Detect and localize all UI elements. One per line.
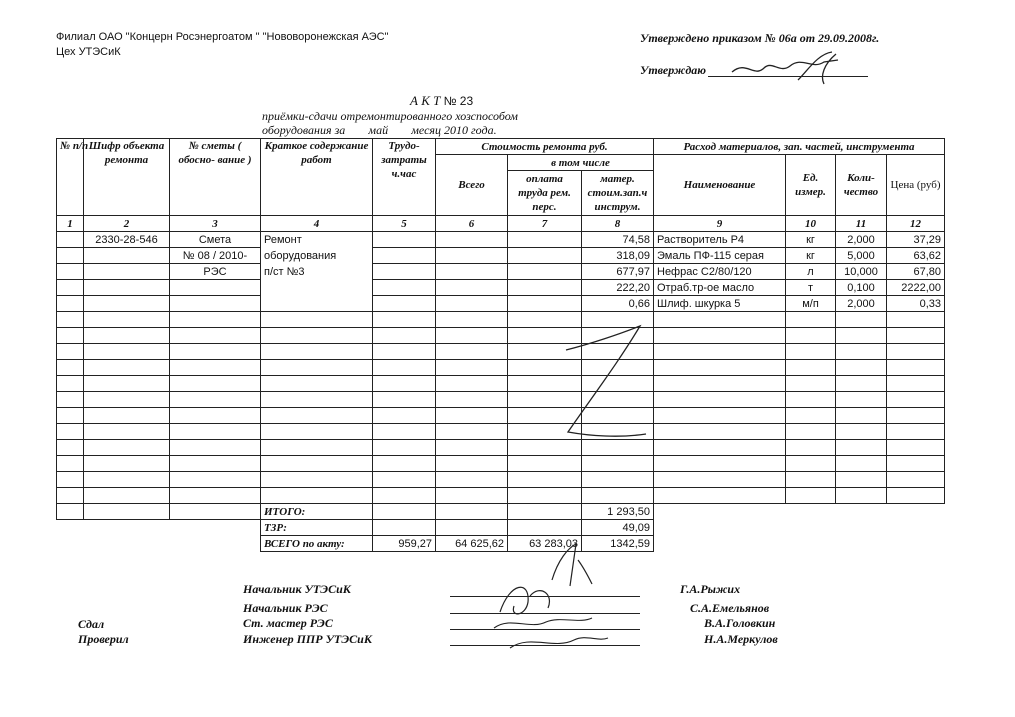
material-price: 63,62 [887,248,945,264]
sig-name-4: Н.А.Меркулов [704,632,778,646]
table-row-empty [57,344,945,360]
totals-vsego-row [57,536,945,552]
table-row-empty [57,312,945,328]
material-name: Растворитель Р4 [654,232,786,248]
table-row-empty [57,392,945,408]
period-month: май [348,123,408,139]
table-row-empty [57,424,945,440]
head-c9: Наименование [654,155,786,216]
head-c7: оплата труда рем. перс. [508,171,582,216]
table-row [57,280,945,296]
act-number: № 23 [443,94,474,108]
table-row-empty [57,472,945,488]
material-name: Шлиф. шкурка 5 [654,296,786,312]
checked-label: Проверил [78,632,129,646]
tzr-mat: 49,09 [582,520,654,536]
colnum-9: 9 [654,216,786,232]
object-code: 2330-28-546 [84,232,170,248]
table-row-empty [57,328,945,344]
dept-line: Цех УТЭСиК [56,46,121,58]
approve-signature [728,50,868,86]
material-price: 67,80 [887,264,945,280]
colnum-2: 2 [84,216,170,232]
mat-cost: 0,66 [582,296,654,312]
table-row [57,296,945,312]
material-qty: 2,000 [836,296,887,312]
vsego-total: 64 625,62 [436,536,508,552]
material-unit: м/п [786,296,836,312]
material-qty: 10,000 [836,264,887,280]
head-c5: Трудо- затраты ч.час [373,139,436,216]
head-c6: Всего [436,155,508,216]
mat-cost: 318,09 [582,248,654,264]
sig-role-3: Ст. мастер РЭС [243,616,333,630]
itogo-mat: 1 293,50 [582,504,654,520]
approve-label: Утверждаю [640,63,707,77]
approved-line: Утверждено приказом № 06а от 29.09.2008г. [640,31,880,45]
work-line-3: п/ст №3 [261,264,373,280]
act-title-row [410,93,473,109]
vsego-label: ВСЕГО по акту: [261,536,373,552]
table-row-empty [57,456,945,472]
signatures-handwritten [470,572,620,662]
act-period [262,123,497,139]
head-c4: Краткое содержание работ [261,139,373,216]
colnum-6: 6 [436,216,508,232]
head-cost-group: Стоимость ремонта руб. [436,139,654,155]
colnum-3: 3 [170,216,261,232]
mat-cost: 74,58 [582,232,654,248]
head-c8: матер. стоим.зап.ч инструм. [582,171,654,216]
org-line: Филиал ОАО "Концерн Росэнергоатом " "Нововоронежская АЭС" [56,31,389,43]
material-name: Нефрас С2/80/120 [654,264,786,280]
estimate-line-1: Смета [170,232,261,248]
totals-itogo-row [57,504,945,520]
head-mat-group: Расход материалов, зап. частей, инструмента [654,139,945,155]
table-row [57,264,945,280]
table-row-empty [57,376,945,392]
sig-name-3: В.А.Головкин [704,616,776,630]
colnum-5: 5 [373,216,436,232]
head-c1: № п/п [57,139,84,216]
table-row-empty [57,440,945,456]
material-qty: 2,000 [836,232,887,248]
material-unit: кг [786,232,836,248]
head-c3: № сметы ( обосно- вание ) [170,139,261,216]
estimate-line-3: РЭС [170,264,261,280]
table-row-empty [57,408,945,424]
colnum-4: 4 [261,216,373,232]
vsego-mat: 1342,59 [582,536,654,552]
vsego-labor: 63 283,03 [508,536,582,552]
sig-name-2: С.А.Емельянов [690,601,770,615]
mat-cost: 222,20 [582,280,654,296]
itogo-label: ИТОГО: [261,504,373,520]
act-subtitle: приёмки-сдачи отремонтированного хозспособом [262,109,518,123]
tzr-label: ТЗР: [261,520,373,536]
material-unit: кг [786,248,836,264]
work-line-2: оборудования [261,248,373,264]
material-unit: л [786,264,836,280]
head-incl: в том числе [508,155,654,171]
material-name: Эмаль ПФ-115 серая [654,248,786,264]
table-row-empty [57,488,945,504]
vsego-hours: 959,27 [373,536,436,552]
material-unit: т [786,280,836,296]
sig-role-2: Начальник РЭС [243,601,328,615]
act-table [56,138,945,552]
material-price: 2222,00 [887,280,945,296]
head-c11: Коли- чество [836,155,887,216]
material-price: 0,33 [887,296,945,312]
void-z-mark [560,320,650,450]
material-name: Отраб.тр-ое масло [654,280,786,296]
head-c2: Шифр объекта ремонта [84,139,170,216]
estimate-line-2: № 08 / 2010- [170,248,261,264]
sig-role-4: Инженер ППР УТЭСиК [243,632,372,646]
totals-tzr-row [57,520,945,536]
material-price: 37,29 [887,232,945,248]
handed-label: Сдал [78,617,105,631]
sig-role-1: Начальник УТЭСиК [243,582,351,596]
colnum-7: 7 [508,216,582,232]
mat-cost: 677,97 [582,264,654,280]
head-c12: Цена (руб) [887,155,945,216]
head-c10: Ед. измер. [786,155,836,216]
table-row [57,248,945,264]
colnum-12: 12 [887,216,945,232]
material-qty: 5,000 [836,248,887,264]
table-row-empty [57,360,945,376]
colnum-1: 1 [57,216,84,232]
material-qty: 0,100 [836,280,887,296]
act-title: А К Т [410,93,441,108]
period-prefix: оборудования за [262,123,346,137]
sig-name-1: Г.А.Рыжих [680,582,741,596]
period-suffix: месяц 2010 года. [411,123,497,137]
colnum-8: 8 [582,216,654,232]
colnum-10: 10 [786,216,836,232]
table-row [57,232,945,248]
colnum-11: 11 [836,216,887,232]
work-line-1: Ремонт [261,232,373,248]
